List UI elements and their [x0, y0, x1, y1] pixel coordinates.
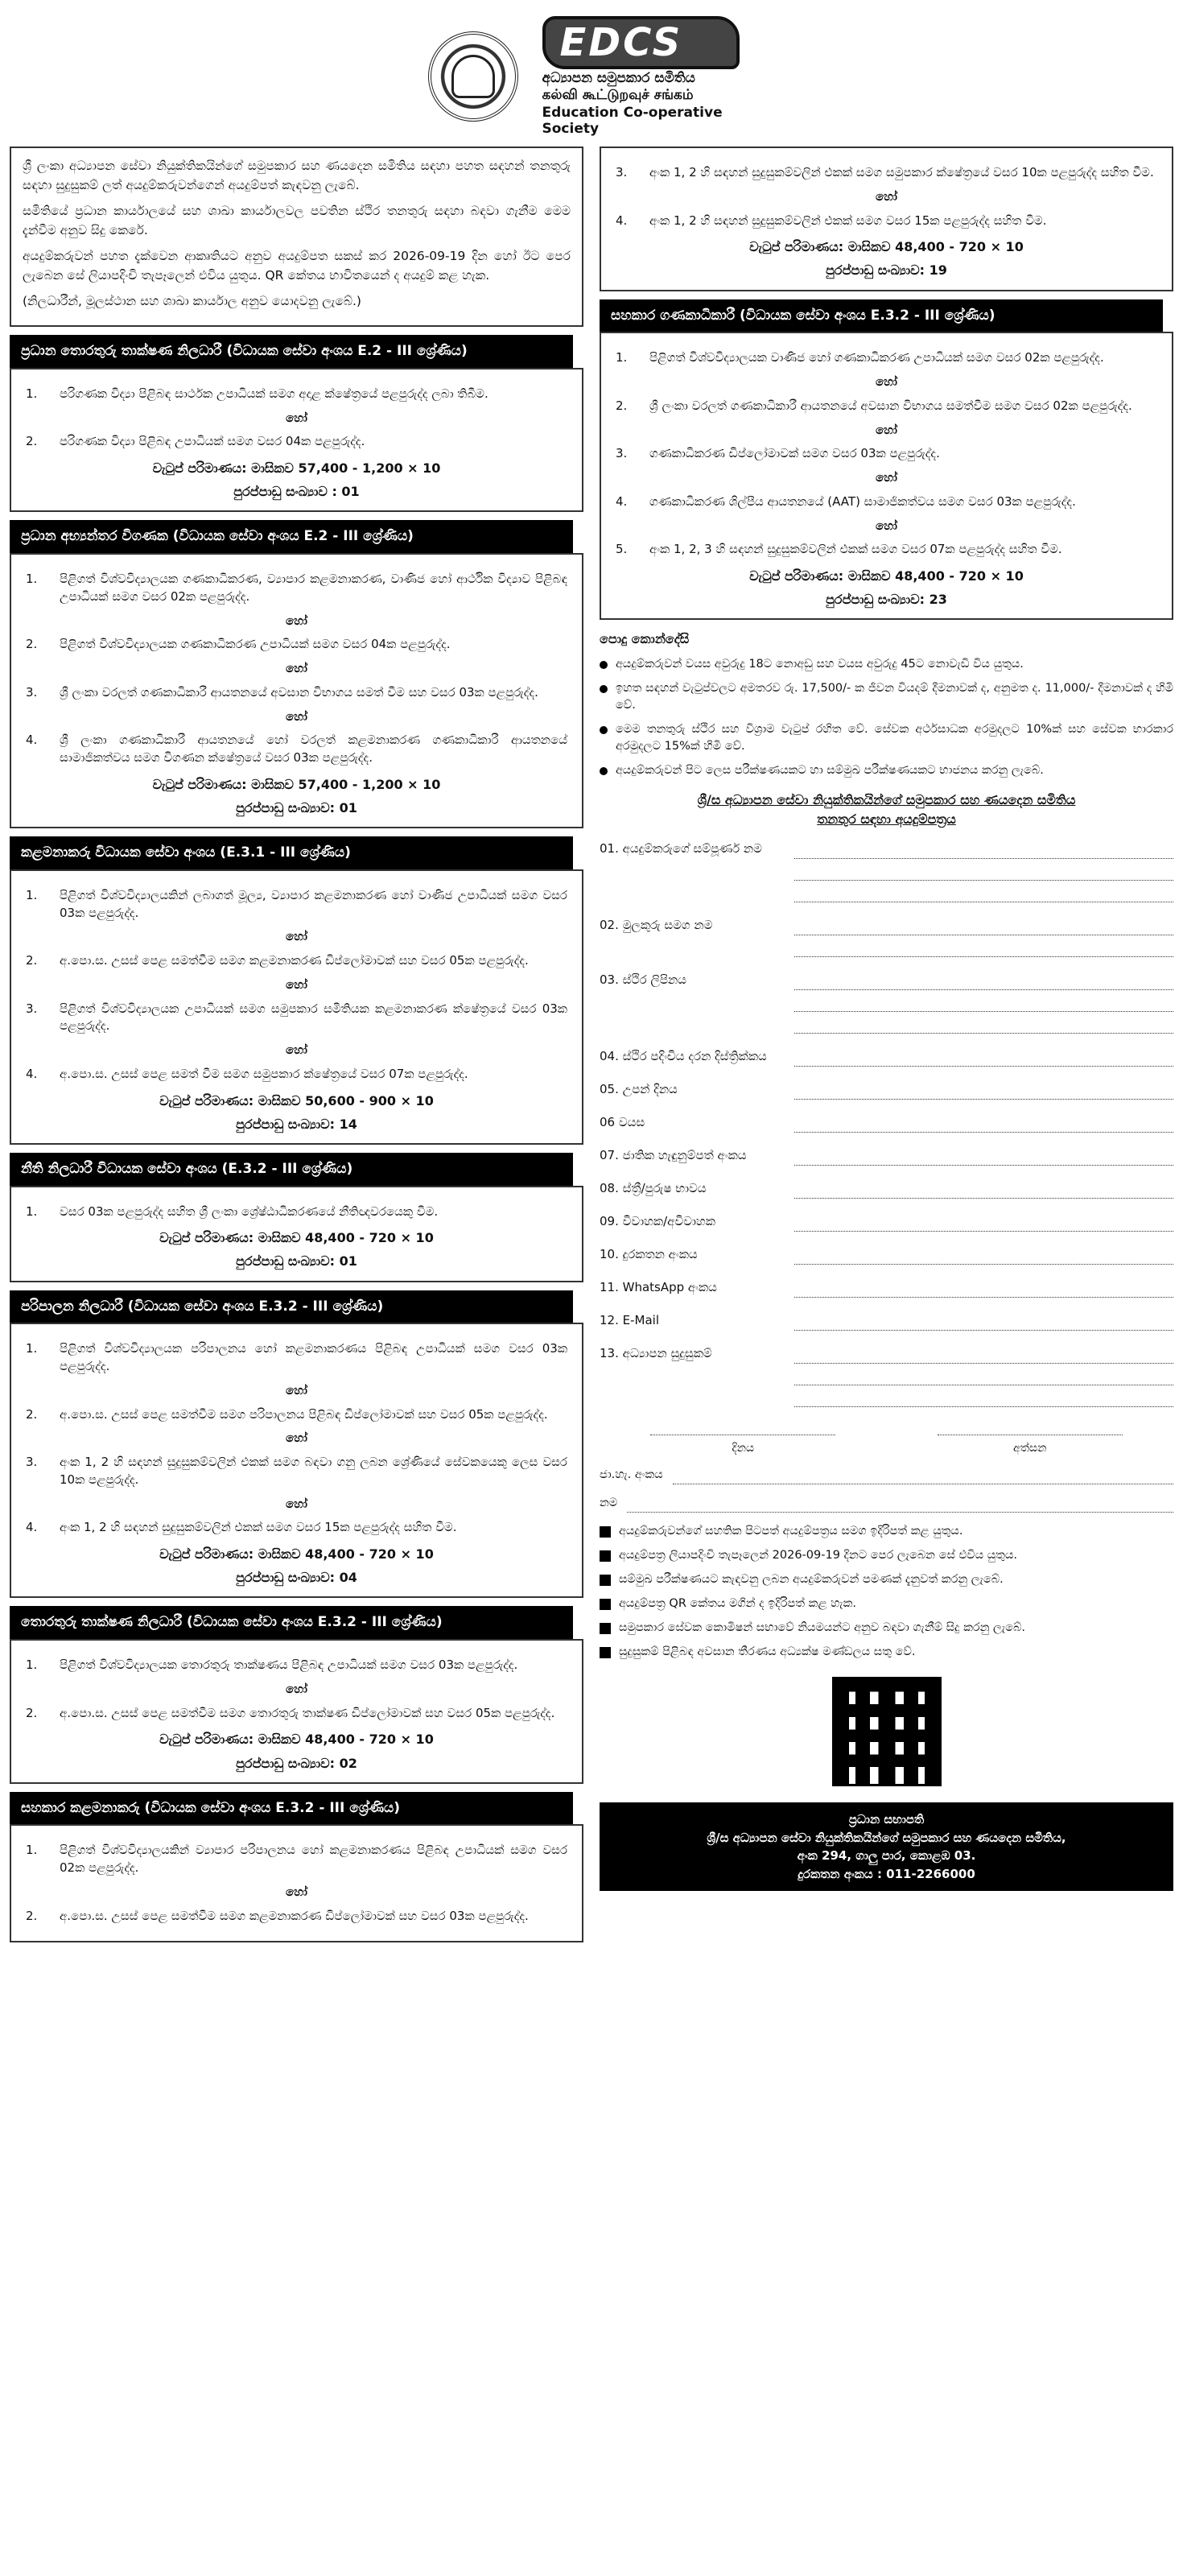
form-field-lines: [794, 1147, 1173, 1169]
requirement-text: පිළිගත් විශ්වවිද්‍යාලයක ගණකාධිකරණ, ව්‍යාපාර කළමනාකරණ, වාණිජ හෝ ආර්ථික විද්‍යාව පිළිබඳ උපාධියක් සමග වසර 02ක පළපුරුද්ද.: [60, 572, 567, 604]
vacancy-box: [10, 1639, 583, 1784]
form-field: [600, 917, 1173, 960]
item-number: 1.: [26, 1203, 38, 1219]
section-title: පරිපාලන නිලධාරී (විධායක සේවා අංශය E.3.2 - III ශ්‍රේණිය): [10, 1290, 573, 1323]
form-field: [600, 1180, 1173, 1202]
dotted-line: [794, 1114, 1173, 1133]
name-row: නම: [600, 1495, 1173, 1513]
signature-label: අත්සන: [938, 1435, 1123, 1456]
item-number: 3.: [26, 1001, 38, 1016]
item-number: 4.: [26, 733, 38, 748]
state-emblem: [428, 31, 518, 122]
requirement-text: පිළිගත් විශ්වවිද්‍යාලයක ගණකාධිකරණ උපාධියක් සමග වසර 04ක පළපුරුද්ද.: [60, 637, 451, 652]
dotted-line: [794, 1213, 1173, 1232]
item-number: 1.: [26, 1341, 38, 1356]
introduction: [10, 147, 583, 327]
or-label: හෝ: [286, 929, 307, 944]
general-note: [600, 762, 1173, 779]
square-bullet-icon: [600, 1647, 611, 1658]
side-notes: [600, 1523, 1173, 1661]
salary-scale: වැටුප් පරිමාණය: මාසිකව 50,600 - 900 × 10: [159, 1092, 434, 1108]
requirement-text: පිළිගත් විශ්වවිද්‍යාලයක උපාධියක් සමග සමුපකාර සමිතියක කළමනාකරණ ක්ෂේත්‍රයේ වසර 03ක පළපුරුද්ද.: [60, 1001, 567, 1034]
nic-row: ජා.හැ. අංකය: [600, 1467, 1173, 1484]
dotted-line: [794, 1180, 1173, 1199]
application-form-title: ශ්‍රී/ස අධ්‍යාපන සේවා නියුක්තිකයින්ගේ සමුපකාර සහ ණයදෙන සමිතිය තනතුර සඳහා අයදුම්පත්‍රය: [697, 791, 1076, 827]
item-number: 2.: [26, 1406, 38, 1422]
form-field-label: 03. ස්ථිර ලිපිනය: [600, 972, 686, 987]
vacancy-sections: [10, 335, 583, 1942]
intro-paragraph: සමිතියේ ප්‍රධාන කාර්යාලයේ සහ ශාඛා කාර්යාලවල පවතින ස්ථිර තනතුරු සඳහා බඳවා ගැනීම මෙම දැන්වීම අනුව සිදු කෙරේ.: [23, 204, 571, 238]
assistant-accountant-section: [600, 332, 1173, 620]
square-bullet-icon: [600, 1623, 611, 1634]
salary-scale: වැටුප් පරිමාණය: මාසිකව 57,400 - 1,200 × 10: [152, 460, 441, 476]
side-note: [600, 1596, 1173, 1612]
dotted-line: [794, 917, 1173, 935]
general-notes: [600, 656, 1173, 779]
side-note-text: අයදුම්කරුවන්ගේ සහතික පිටපත් අයදුම්පත්‍රය සමග ඉදිරිපත් කළ යුතුය.: [619, 1524, 963, 1538]
requirement-text: අංක 1, 2, 3 හි සඳහන් සුදුසුකම්වලින් එකක් සමග වසර 07ක පළපුරුද්ද සහිත වීම.: [649, 542, 1062, 557]
form-field: [600, 1279, 1173, 1301]
requirement-item: 3. අංක 1, 2 හි සඳහන් සුදුසුකම්වලින් එකක් සමග සමුපකාර ක්ෂේත්‍රයේ වසර 10ක පළපුරුද්ද සහිත වීම.: [616, 165, 1154, 180]
section-title: ප්‍රධාන අභ්‍යන්තර විගණක (විධායක සේවා අංශය E.2 - III ශ්‍රේණිය): [10, 520, 573, 553]
requirement-text: ශ්‍රී ලංකා වරලත් ගණකාධිකාරී ආයතනයේ අවසාන විභාගය සමත්වීම සමග වසර 02ක පළපුරුද්ද.: [649, 398, 1132, 413]
requirement-text: ශ්‍රී ලංකා වරලත් ගණකාධිකාරී ආයතනයේ අවසාන විභාගය සමත් වීම සහ වසර 03ක පළපුරුද්ද.: [60, 684, 538, 700]
requirement-item: [26, 386, 567, 403]
salary-scale: වැටුප් පරිමාණය: මාසිකව 48,400 - 720 × 10: [159, 1546, 434, 1563]
form-field: [600, 1246, 1173, 1268]
square-bullet-icon: [600, 1526, 611, 1538]
logo-line-sinhala: අධ්‍යාපන සමුපකාර සමිතිය: [542, 69, 695, 86]
requirement-text: වසර 03ක පළපුරුද්ද සහිත ශ්‍රී ලංකා ශ්‍රේෂ්ඨාධිකරණයේ නීතිඥවරයෙකු වීම.: [60, 1203, 439, 1219]
side-note-text: සුදුසුකම් පිළිබඳ අවසාන තීරණය අධ්‍යක්ෂ මණ්ඩලය සතු වේ.: [619, 1645, 916, 1659]
side-note-text: අයදුම්පත්‍ර QR කේතය මගින් ද ඉදිරිපත් කළ හැක.: [619, 1597, 856, 1611]
vacancy-count: පුරප්පාඩු සංඛ්‍යාව: 14: [236, 1116, 357, 1132]
side-note: [600, 1523, 1173, 1540]
requirement-item: [26, 1001, 567, 1036]
requirement-item: [26, 1406, 567, 1424]
general-note: [600, 721, 1173, 755]
requirement-item: [26, 952, 567, 970]
salary-scale: වැටුප් පරිමාණය: මාසිකව 48,400 - 720 × 10: [749, 239, 1024, 255]
dotted-line: [794, 1048, 1173, 1067]
form-field: [600, 1345, 1173, 1410]
form-field-lines: [794, 917, 1173, 960]
form-field-lines: [794, 1213, 1173, 1235]
footer-contact: ප්‍රධාන සභාපති ශ්‍රී/ස අධ්‍යාපන සේවා නියුක්තිකයින්ගේ සමුපකාර සහ ණයදෙන සමිතිය, අංක 294, ගාලු පාර, කොළඹ 03. දුරකතන අංකය : 011-2266000: [600, 1802, 1173, 1891]
item-number: 1.: [26, 572, 38, 587]
form-field-label: 07. ජාතික හැඳුනුම්පත් අංකය: [600, 1147, 747, 1162]
logo-mark: EDCS: [542, 16, 740, 69]
requirement-text: අ.පො.ස. උසස් පෙළ සමත්වීම සමග කළමනාකරණ ඩිප්ලෝමාවක් සහ වසර 05ක පළපුරුද්ද.: [60, 953, 529, 968]
side-note: [600, 1547, 1173, 1564]
dotted-line: [794, 1279, 1173, 1298]
form-field: [600, 1213, 1173, 1235]
or-label: හෝ: [286, 1884, 307, 1899]
requirement-text: අ.පො.ස. උසස් පෙළ සමත්වීම සමග කළමනාකරණ ඩිප්ලෝමාවක් සහ වසර 03ක පළපුරුද්ද.: [60, 1908, 529, 1923]
requirement-item: [616, 445, 1157, 463]
intro-paragraph: අයදුම්කරුවන් පහත දැක්වෙන ආකෘතියට අනුව අයදුම්පත සකස් කර 2026-09-19 දින හෝ ඊට පෙර ලැබෙන සේ ලියාපදිංචි තැපෑලෙන් එවිය යුතුය. QR කේතය භාවිතයෙන් ද අයදුම් කළ හැක.: [23, 249, 571, 283]
signature-row: [600, 1435, 1173, 1456]
requirement-item: [26, 636, 567, 654]
requirement-text: ගණකාධිකරණ ඩිප්ලෝමාවක් සමග වසර 03ක පළපුරුද්ද.: [649, 446, 940, 461]
intro-paragraph: ශ්‍රී ලංකා අධ්‍යාපන සේවා නියුක්තිකයින්ගේ සමුපකාර සහ ණයදෙන සමිතිය සඳහා පහත සඳහන් තනතුරු සඳහා සුදුසුකම් ලත් අයදුම්කරුවන්ගෙන් අයදුම්පත් කැඳවනු ලැබේ.: [23, 159, 571, 193]
requirement-item: [26, 1842, 567, 1877]
vacancy-box: [10, 869, 583, 1145]
form-field: [600, 1081, 1173, 1103]
dotted-line: [794, 1147, 1173, 1166]
or-label: හෝ: [286, 708, 307, 724]
requirement-item: [616, 349, 1157, 367]
requirement-item: [26, 1705, 567, 1723]
side-note: [600, 1644, 1173, 1661]
dotted-line: [794, 840, 1173, 859]
requirement-text: පිළිගත් විශ්වවිද්‍යාලයක පරිපාලනය හෝ කළමනාකරණය පිළිබඳ උපාධියක් සමග වසර 03ක පළපුරුද්ද.: [60, 1341, 567, 1374]
requirement-text: ගණකාධිකරණ ශිල්පීය ආයතනයේ (AAT) සාමාජිකත්වය සමග වසර 03ක පළපුරුද්ද.: [649, 493, 1076, 509]
form-field-label: 09. විවාහක/අවිවාහක: [600, 1213, 715, 1228]
section-title: සහකාර කළමනාකරු (විධායක සේවා අංශය E.3.2 - III ශ්‍රේණිය): [10, 1792, 573, 1825]
form-field-label: 05. උපන් දිනය: [600, 1081, 678, 1096]
form-field-label: 08. ස්ත්‍රී/පුරුෂ භාවය: [600, 1180, 707, 1195]
or-label: හෝ: [286, 1430, 307, 1446]
dotted-line: [794, 884, 1173, 902]
form-field-lines: [794, 1279, 1173, 1301]
requirement-text: අ.පො.ස. උසස් පෙළ සමත්වීම සමග තොරතුරු තාක්ෂණ ඩිප්ලෝමාවක් සහ වසර 05ක පළපුරුද්ද.: [60, 1705, 555, 1720]
or-label: හෝ: [286, 613, 307, 628]
continued-requirements: [600, 147, 1173, 291]
requirement-item: [26, 684, 567, 702]
requirement-text: අංක 1, 2 හි සඳහන් සුදුසුකම්වලින් එකක් සමග වසර 15ක පළපුරුද්ද සහිත වීම.: [60, 1520, 457, 1535]
vacancy-count: පුරප්පාඩු සංඛ්‍යාව : 01: [233, 484, 360, 500]
item-number: 3.: [26, 684, 38, 700]
item-number: 1.: [26, 1657, 38, 1673]
form-field: [600, 840, 1173, 906]
requirement-text: පිළිගත් විශ්වවිද්‍යාලයකින් ව්‍යාපාර පරිපාලනය හෝ කළමනාකරණය පිළිබඳ උපාධියක් සමග වසර 02ක පළපුරුද්ද.: [60, 1843, 567, 1876]
item-number: 4.: [616, 493, 628, 509]
item-number: 1.: [26, 887, 38, 902]
requirement-item: [616, 398, 1157, 415]
section-title: තොරතුරු තාක්ෂණ නිලධාරී (විධායක සේවා අංශය E.3.2 - III ශ්‍රේණිය): [10, 1606, 573, 1639]
requirement-text: පරිගණක විද්‍යා පිළිබඳ සාර්ථක උපාධියක් සමග අදාළ ක්ෂේත්‍රයේ පළපුරුද්ද ලබා තිබීම.: [60, 386, 488, 401]
requirement-text: අ.පො.ස. උසස් පෙළ සමත් වීම සමග සමුපකාර ක්ෂේත්‍රයේ වසර 07ක පළපුරුද්ද.: [60, 1066, 468, 1081]
requirement-text: පිළිගත් විශ්වවිද්‍යාලයක වාණිජ හෝ ගණකාධිකරණ උපාධියක් සමග වසර 02ක පළපුරුද්ද.: [649, 350, 1104, 365]
note-text: අයදුම්කරුවන් වයස අවුරුදු 18ට නොඅඩු සහ වයස අවුරුදු 45ට නොවැඩි විය යුතුය.: [616, 657, 1024, 671]
requirement-item: [26, 433, 567, 451]
requirement-item: [26, 1908, 567, 1926]
or-label: හෝ: [286, 410, 307, 425]
requirement-text: පිළිගත් විශ්වවිද්‍යාලයක තොරතුරු තාක්ෂණය පිළිබඳ උපාධියක් සමග වසර 03ක පළපුරුද්ද.: [60, 1657, 518, 1673]
salary-scale: වැටුප් පරිමාණය: මාසිකව 48,400 - 720 × 10: [749, 568, 1024, 584]
item-number: 5.: [616, 542, 628, 557]
square-bullet-icon: [600, 1599, 611, 1610]
or-label: හෝ: [876, 470, 897, 485]
form-field-label: 04. ස්ථිර පදිංචිය දරන දිස්ත්‍රික්කය: [600, 1048, 767, 1063]
or-label: හෝ: [286, 976, 307, 992]
dotted-line: [794, 1246, 1173, 1265]
requirement-item: [26, 1340, 567, 1376]
requirement-item: [26, 1519, 567, 1537]
item-number: 2.: [26, 637, 38, 652]
dotted-line: [794, 1389, 1173, 1407]
form-field-lines: [794, 1312, 1173, 1334]
requirement-text: පිළිගත් විශ්වවිද්‍යාලයකින් ලබාගත් මූල්‍ය, ව්‍යාපාර කළමනාකරණ හෝ වාණිජ උපාධියක් සමග වසර 03ක පළපුරුද්ද.: [60, 887, 567, 920]
bullet-icon: [600, 685, 608, 693]
note-text: අයදුම්කරුවන් පිට ලෙස පරීක්ෂණයකට හා සම්මුඛ පරීක්ෂණයකට භාජනය කරනු ලැබේ.: [616, 763, 1044, 777]
bullet-icon: [600, 726, 608, 734]
requirement-item: [26, 1066, 567, 1084]
or-label: හෝ: [286, 1042, 307, 1058]
vacancy-count: පුරප්පාඩු සංඛ්‍යාව: 01: [236, 799, 357, 815]
section-title: කළමනාකරු විධායක සේවා අංශය (E.3.1 - III ශ්‍රේණිය): [10, 836, 573, 869]
form-field-label: 12. E-Mail: [600, 1312, 659, 1327]
dotted-line: [794, 862, 1173, 881]
form-field: [600, 1114, 1173, 1136]
dotted-line: [794, 1081, 1173, 1100]
header: [10, 16, 1173, 137]
section-title: සහකාර ගණකාධිකාරී (විධායක සේවා අංශය E.3.2 - III ශ්‍රේණිය): [600, 299, 1163, 332]
vacancy-box: [10, 1186, 583, 1282]
section-title: නීති නිලධාරී විධායක සේවා අංශය (E.3.2 - III ශ්‍රේණිය): [10, 1153, 573, 1186]
vacancy-count: පුරප්පාඩු සංඛ්‍යාව: 02: [236, 1755, 357, 1771]
requirement-item: [616, 541, 1157, 559]
or-label: හෝ: [876, 188, 897, 204]
form-field-label: 11. WhatsApp අංකය: [600, 1279, 717, 1294]
requirement-item: [26, 1657, 567, 1674]
vacancy-count: පුරප්පාඩු සංඛ්‍යාව: 04: [236, 1570, 357, 1586]
dotted-line: [794, 993, 1173, 1012]
bullet-icon: [600, 767, 608, 775]
item-number: 1.: [616, 350, 628, 365]
dotted-line: [794, 1345, 1173, 1364]
or-label: හෝ: [876, 374, 897, 390]
left-column: [10, 147, 583, 2576]
application-form: [600, 840, 1173, 1410]
form-field-label: 01. අයදුම්කරුගේ සම්පූර්ණ නම: [600, 840, 762, 856]
bullet-icon: [600, 661, 608, 669]
edcs-logo: [542, 16, 756, 137]
vacancy-box: [10, 368, 583, 513]
requirement-text: පරිගණක විද්‍යා පිළිබඳ උපාධියක් සමග වසර 04ක පළපුරුද්ද.: [60, 434, 365, 449]
dotted-line: [794, 1367, 1173, 1385]
or-label: හෝ: [286, 1382, 307, 1397]
note-text: මෙම තනතුරු ස්ථිර සහ විශ්‍රාම වැටුප් රහිත වේ. සේවක අර්ථසාධක අරමුදලට 10%ක් සහ සේවක භාරකාර අරමුදලට 15%ක් හිමි වේ.: [616, 722, 1173, 753]
requirement-text: අංක 1, 2 හි සඳහන් සුදුසුකම්වලින් එකක් සමග බඳවා ගනු ලබන ශ්‍රේණියේ සේවකයෙකු ලෙස වසර 10ක පළපුරුද්ද.: [60, 1455, 567, 1487]
side-note-text: සමුපකාර සේවක කොමිෂන් සභාවේ නියමයන්ට අනුව බඳවා ගැනීම් සිදු කරනු ලැබේ.: [619, 1621, 1025, 1635]
vacancy-box: [10, 1824, 583, 1942]
square-bullet-icon: [600, 1550, 611, 1562]
form-field-label: 13. අධ්‍යාපන සුදුසුකම්: [600, 1345, 712, 1360]
form-field: [600, 1147, 1173, 1169]
requirement-item: [26, 1203, 567, 1221]
note-text: ඉහත සඳහන් වැටුප්වලට අමතරව රු. 17,500/- ක ජීවන වියදම් දීමනාවක් ද, අනුමත ද. 11,000/- දීමනාවක් ද හිමි වේ.: [616, 681, 1173, 712]
form-field-lines: [794, 972, 1173, 1037]
form-field-lines: [794, 1246, 1173, 1268]
item-number: 2.: [26, 1908, 38, 1923]
square-bullet-icon: [600, 1575, 611, 1586]
form-field-lines: [794, 1081, 1173, 1103]
dotted-line: [794, 972, 1173, 990]
form-field: [600, 972, 1173, 1037]
section-title: ප්‍රධාන තොරතුරු තාක්ෂණ නිලධාරී (විධායක සේවා අංශය E.2 - III ශ්‍රේණිය): [10, 335, 573, 368]
form-field: [600, 1312, 1173, 1334]
logo-line-tamil: கல்வி கூட்டுறவுச் சங்கம்: [542, 87, 694, 104]
requirement-item: [616, 493, 1157, 511]
item-number: 4.: [26, 1520, 38, 1535]
item-number: 3.: [26, 1455, 38, 1470]
logo-line-english: Education Co-operative Society: [542, 105, 723, 137]
item-number: 1.: [26, 386, 38, 401]
side-note: [600, 1620, 1173, 1637]
requirement-text: අ.පො.ස. උසස් පෙළ සමත්වීම සමග පරිපාලනය පිළිබඳ ඩිප්ලෝමාවක් සහ වසර 05ක පළපුරුද්ද.: [60, 1406, 548, 1422]
item-number: 1.: [26, 1843, 38, 1858]
item-number: 2.: [26, 434, 38, 449]
side-note: [600, 1571, 1173, 1588]
or-label: හෝ: [286, 1681, 307, 1696]
item-number: 2.: [26, 1705, 38, 1720]
form-field-label: 02. මුලකුරු සමග නම: [600, 917, 713, 932]
form-field: [600, 1048, 1173, 1070]
form-field-lines: [794, 840, 1173, 906]
dotted-line: [794, 1015, 1173, 1034]
item-number: 2.: [26, 953, 38, 968]
side-note-text: අයදුම්පත්‍ර ලියාපදිංචි තැපෑලෙන් 2026-09-19 දිනට පෙර ලැබෙන සේ එවිය යුතුය.: [619, 1548, 1017, 1562]
right-column: [600, 147, 1173, 2576]
vacancy-box: [10, 553, 583, 828]
requirement-item: [26, 732, 567, 767]
salary-scale: වැටුප් පරිමාණය: මාසිකව 48,400 - 720 × 10: [159, 1230, 434, 1246]
form-field-lines: [794, 1345, 1173, 1410]
requirement-item: 4. අංක 1, 2 හි සඳහන් සුදුසුකම්වලින් එකක් සමග වසර 15ක පළපුරුද්ද සහිත වීම.: [616, 213, 1047, 228]
requirement-item: [26, 1454, 567, 1489]
or-label: හෝ: [286, 661, 307, 676]
form-field-label: 06 වයස: [600, 1114, 645, 1129]
form-field-lines: [794, 1048, 1173, 1070]
or-label: හෝ: [876, 422, 897, 437]
date-label: දිනය: [650, 1435, 835, 1456]
side-note-text: සම්මුඛ පරීක්ෂණයට කැඳවනු ලබන අයදුම්කරුවන් පමණක් දැනුවත් කරනු ලැබේ.: [619, 1573, 1004, 1586]
requirement-item: [26, 887, 567, 923]
salary-scale: වැටුප් පරිමාණය: මාසිකව 57,400 - 1,200 × 10: [152, 776, 441, 792]
vacancy-count: පුරප්පාඩු සංඛ්‍යාව: 23: [826, 592, 947, 608]
item-number: 2.: [616, 398, 628, 413]
or-label: හෝ: [876, 518, 897, 533]
item-number: 4.: [26, 1066, 38, 1081]
general-note: [600, 680, 1173, 714]
vacancy-count: පුරප්පාඩු සංඛ්‍යාව: 01: [236, 1253, 357, 1269]
vacancy-count: පුරප්පාඩු සංඛ්‍යාව: 19: [826, 262, 947, 279]
dotted-line: [794, 939, 1173, 957]
requirement-item: [26, 571, 567, 606]
form-field-label: 10. දුරකතන අංකය: [600, 1246, 698, 1261]
form-field-lines: [794, 1180, 1173, 1202]
or-label: හෝ: [286, 1496, 307, 1511]
qr-code[interactable]: [832, 1677, 942, 1786]
salary-scale: වැටුප් පරිමාණය: මාසිකව 48,400 - 720 × 10: [159, 1732, 434, 1748]
intro-paragraph: (නිලධාරීන්, මූලස්ථාන සහ ශාඛා කාර්යාල අනුව යොදවනු ලැබේ.): [23, 294, 361, 309]
dotted-line: [794, 1312, 1173, 1331]
general-note: [600, 656, 1173, 673]
item-number: 3.: [616, 446, 628, 461]
vacancy-box: [10, 1323, 583, 1598]
form-field-lines: [794, 1114, 1173, 1136]
general-notes-title: පොදු කොන්දේසි: [600, 631, 690, 647]
requirement-text: ශ්‍රී ලංකා ගණකාධිකාරී ආයතනයේ හෝ වරලත් කළමනාකරණ ගණකාධිකාරී ආයතනයේ සාමාජිකත්වය සමග විගණන ක්ෂේත්‍රයේ වසර 03ක පළපුරුද්ද.: [60, 733, 567, 766]
